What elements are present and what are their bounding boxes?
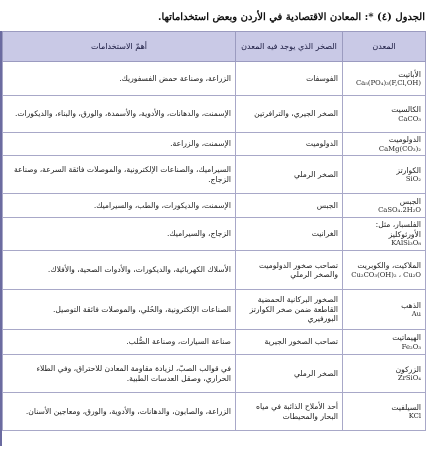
rock-cell: الصخر الجيري، والترافرتين [236,96,343,133]
rock-cell: الجبس [236,194,343,218]
mineral-formula: CaMg(CO₃)₂ [378,144,421,153]
mineral-cell [343,393,426,431]
table-caption: الجدول (٤) *: المعادن الاقتصادية في الأردن وبعض استخداماتها. [157,12,425,23]
mineral-cell [343,133,426,156]
uses-cell: الصناعات الإلكترونية، والحُلي، والموصلات فائقة التوصيل. [3,290,236,330]
mineral-formula: CaCO₃ [398,114,421,123]
uses-cell: الزراعة، والصابون، والدهانات، والأدوية، والورق، ومعاجين الأسنان. [3,393,236,431]
mineral-name: الذهب [401,300,421,310]
mineral-name: الدولوميت [388,135,421,145]
rock-cell: الصخر الرملي [236,156,343,194]
table-row [3,290,426,330]
minerals-table [2,31,426,431]
table-row [3,133,426,156]
uses-cell: الإسمنت، والدهانات، والأدوية، والأسمدة، والورق، والبناء، والديكورات. [3,96,236,133]
mineral-formula: SiO₂ [405,175,421,183]
mineral-name: الأباتيت [398,69,421,79]
uses-cell: الإسمنت، والديكورات، والطب، والسيراميك. [3,194,236,218]
mineral-cell [343,62,426,96]
table-row [3,251,426,290]
rock-cell: تصاحب صخور الدولوميت والصخر الرملي [236,251,343,290]
mineral-name: الكالسيت [391,105,421,115]
rock-cell: الصخور البركانية الحمضية القاطعة ضمن صخر الكوارتز البورفيري [236,290,343,330]
rock-cell: تصاحب الصخور الجيرية [236,330,343,355]
header-rock: الصخر الذي يوجد فيه المعدن [236,32,343,62]
mineral-cell [343,290,426,330]
rock-cell: الصخر الرملي [236,355,343,393]
mineral-formula: KCl [408,412,421,420]
uses-cell: الزراعة، وصناعة حمض الفسفوريك. [3,62,236,96]
table-row [3,330,426,355]
rock-cell: الغرانيت [236,218,343,251]
mineral-cell [343,96,426,133]
table-header-row [3,32,426,62]
header-uses: أهمّ الاستخدامات [3,32,236,62]
mineral-formula: ZrSiO₄ [397,374,421,382]
mineral-name: الكوارتز [396,165,421,175]
mineral-cell [343,355,426,393]
mineral-formula: KAlSi₃O₈ [391,239,421,248]
mineral-cell [343,194,426,218]
mineral-name: الهيماتيت [392,333,421,343]
mineral-cell [343,218,426,251]
mineral-name: الجبس [399,196,421,206]
uses-cell: السيراميك، والصناعات الإلكترونية، والموصلات فائقة السرعة، وصناعة الزجاج. [3,156,236,194]
mineral-formula: Fe₂O₃ [401,342,421,351]
table-row [3,62,426,96]
table-row [3,156,426,194]
uses-cell: الزجاج، والسيراميك. [3,218,236,251]
uses-cell: الإسمنت، والزراعة. [3,133,236,156]
rock-cell: الدولوميت [236,133,343,156]
uses-cell: صناعة السيارات، وصناعة الصُّلب. [3,330,236,355]
table-row [3,355,426,393]
rock-cell: أحد الأملاح الذائبة في مياه البحار والمحيطات [236,393,343,431]
mineral-name: السيلفيت [391,402,421,412]
mineral-name: الفلسبار، مثل: الأورثوكليز [375,220,421,239]
mineral-formula: Cu₂CO₃(OH)₂ ، Cu₂O [351,270,421,279]
table-row [3,194,426,218]
header-mineral: المعدن [343,32,426,62]
mineral-name: الزركون [395,364,421,374]
mineral-name: الملاكيت، والكوبريت [357,261,421,271]
mineral-cell [343,251,426,290]
mineral-formula: Au [411,310,421,318]
mineral-formula: Ca₅(PO₄)₃(F,Cl,OH) [355,79,421,87]
table-row [3,393,426,431]
uses-cell: في قوالب الصبّ، لزيادة مقاومة المعادن للاحتراق، وفي الطلاء الحراري، وصقل العدسات الطبية. [3,355,236,393]
mineral-formula: CaSO₄.2H₂O [378,206,421,214]
mineral-cell [343,330,426,355]
table-row [3,96,426,133]
mineral-cell [343,156,426,194]
rock-cell: الفوسفات [236,62,343,96]
uses-cell: الأسلاك الكهربائية، والديكورات، والأدوات الصحية، والأفلاك. [3,251,236,290]
table-row [3,218,426,251]
